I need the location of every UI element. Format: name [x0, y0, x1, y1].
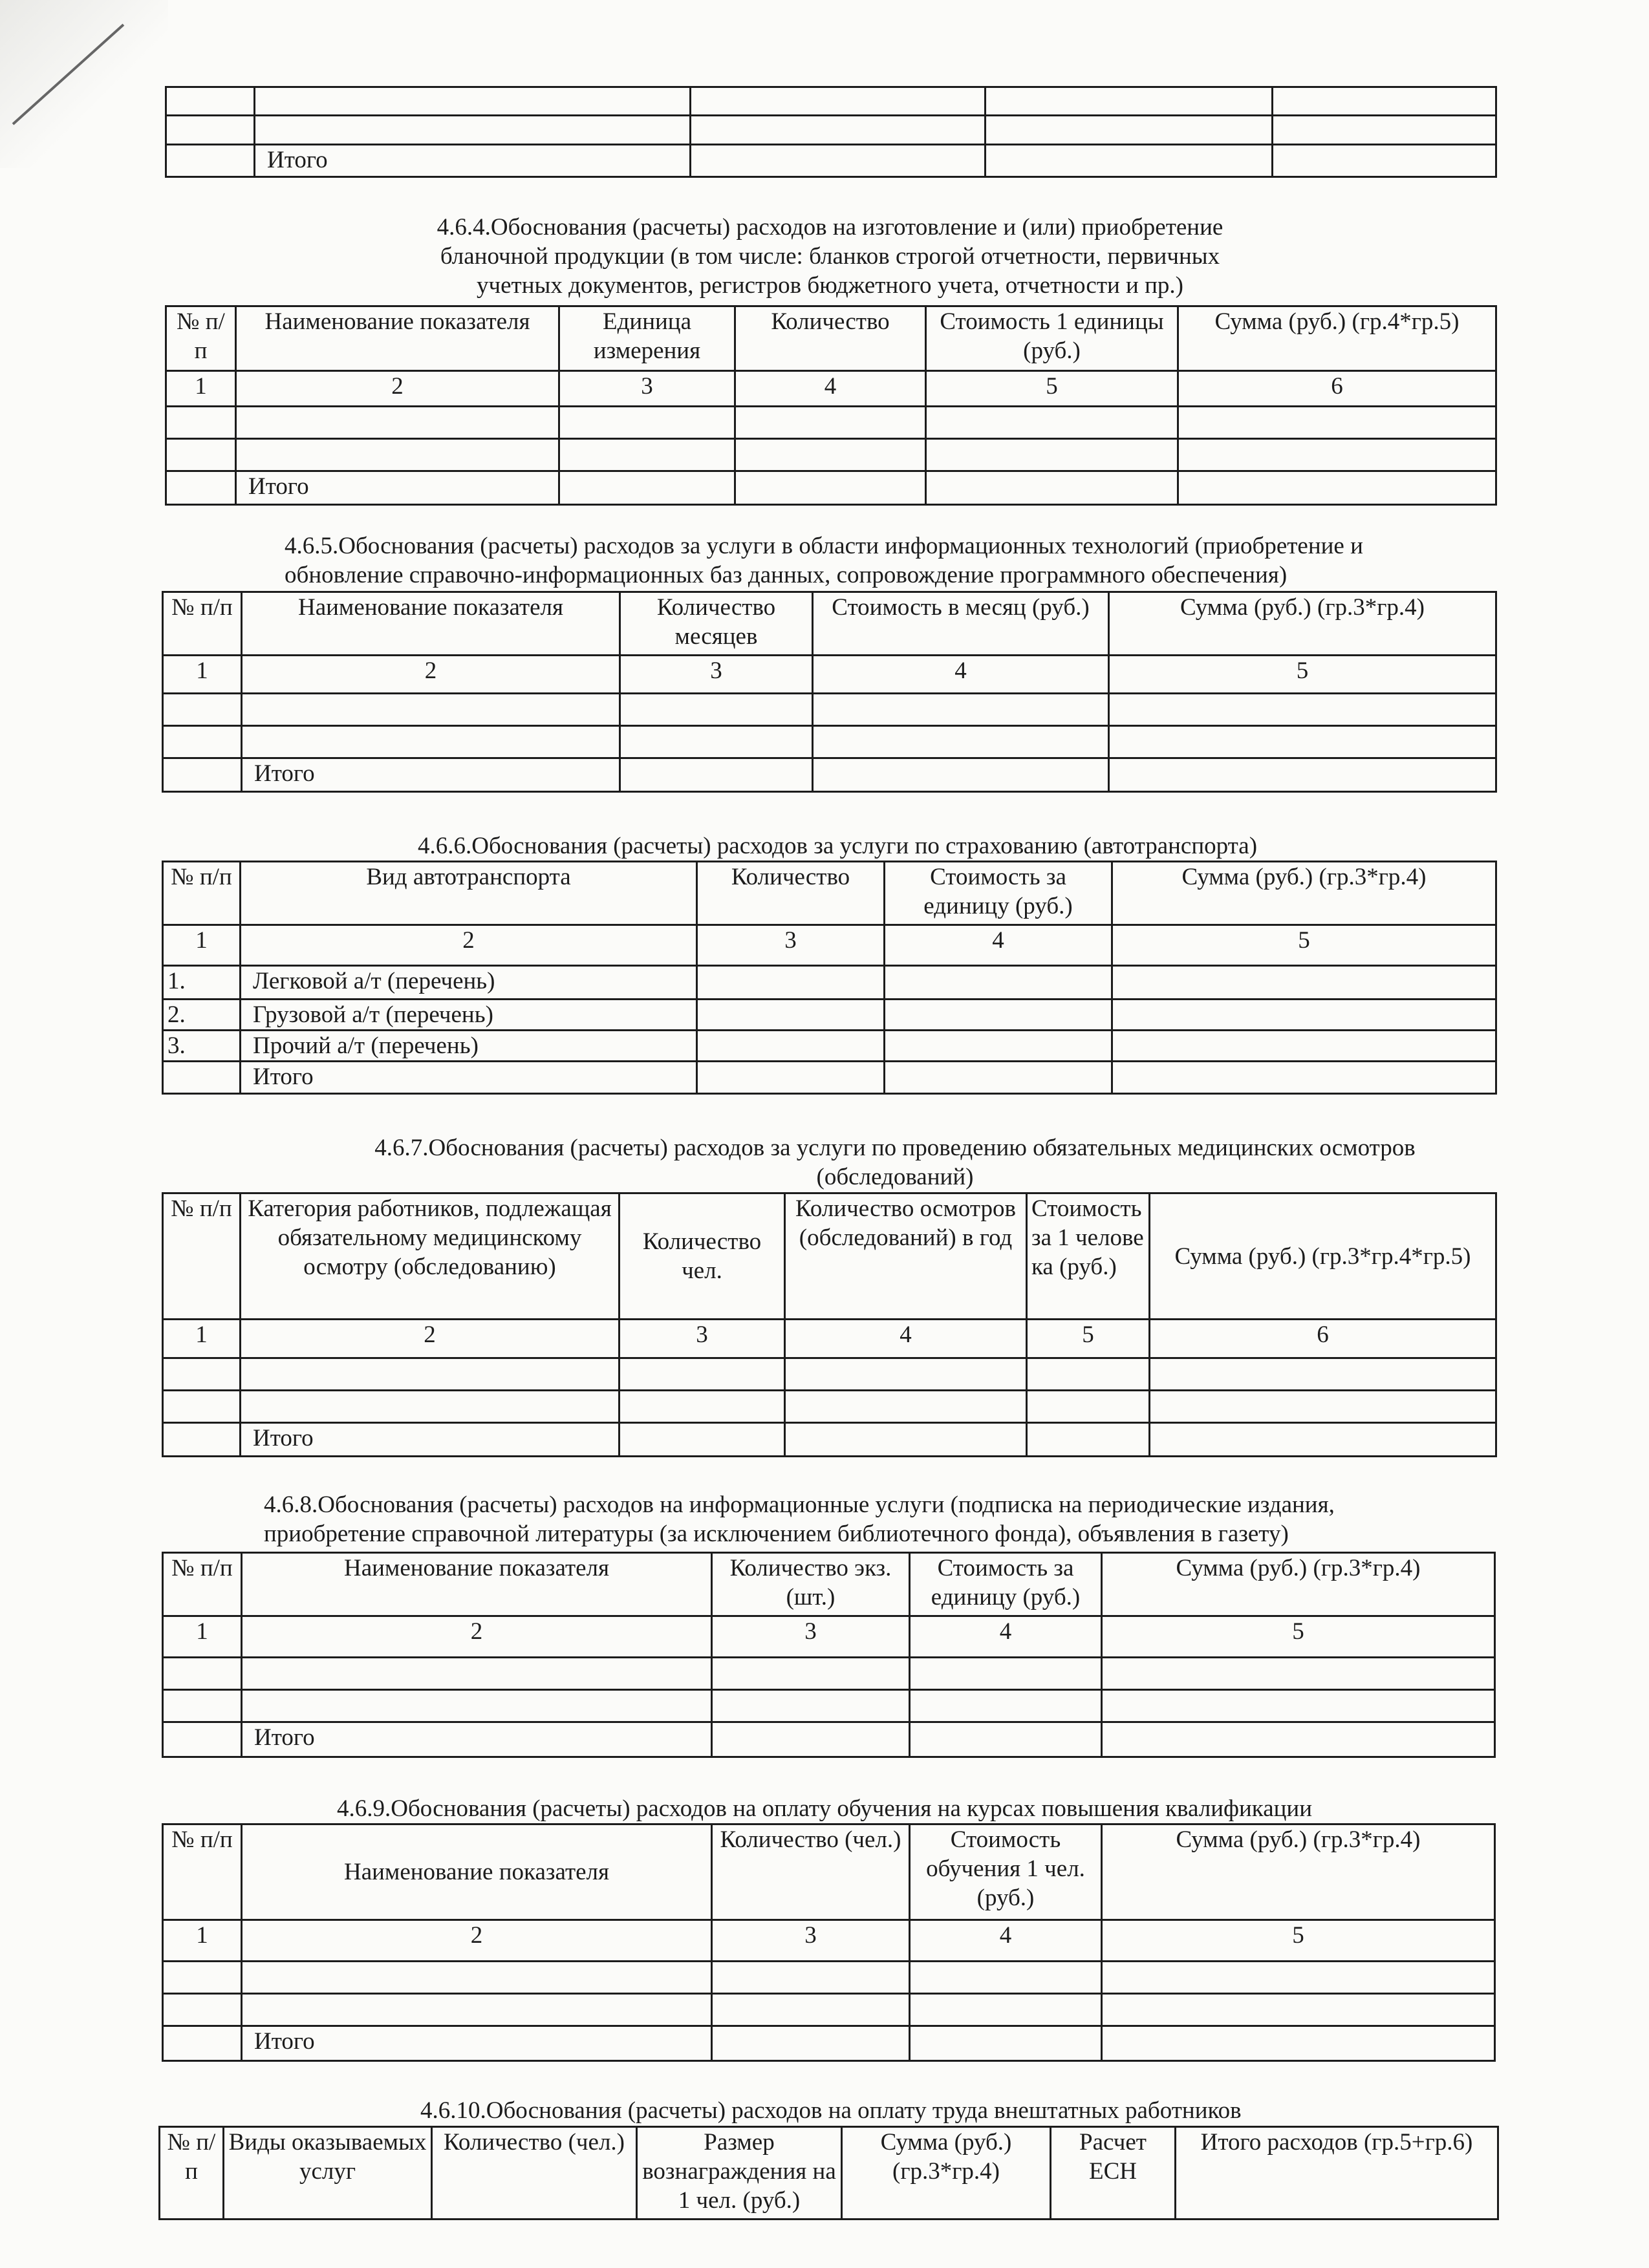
total-label: Итого	[241, 1062, 697, 1094]
table-4-6-5	[162, 591, 1497, 793]
table-row	[163, 1358, 1496, 1391]
vehicle-type: Легковой а/т (перечень)	[241, 966, 697, 1000]
total-label: Итого	[242, 758, 620, 792]
col-number: 1	[163, 925, 241, 966]
col-header: Сумма (руб.) (гр.3*гр.4)	[1109, 592, 1496, 656]
col-header: Количество	[735, 306, 926, 371]
col-header: № п/п	[163, 862, 241, 925]
col-number: 5	[1109, 656, 1496, 694]
table-row	[166, 407, 1496, 439]
col-header: Стоимость 1 единицы (руб.)	[926, 306, 1178, 371]
col-header: № п/п	[166, 306, 236, 371]
col-header: Расчет ЕСН	[1051, 2127, 1176, 2220]
total-label: Итого	[255, 145, 691, 177]
col-header: Наименование показателя	[236, 306, 559, 371]
vehicle-type: Грузовой а/т (перечень)	[241, 1000, 697, 1031]
col-header: Количество месяцев	[620, 592, 813, 656]
table-row	[163, 1962, 1495, 1994]
col-number: 4	[735, 371, 926, 407]
total-label: Итого	[242, 2026, 712, 2061]
col-number: 3	[559, 371, 735, 407]
table-4-6-8	[162, 1552, 1496, 1758]
col-number: 1	[163, 1616, 242, 1658]
col-header: Категория работников, подлежащая обязательному медицинскому осмотру (обследованию)	[241, 1193, 620, 1320]
col-header: Стоимость в месяц (руб.)	[813, 592, 1109, 656]
col-header: Виды оказываемых услуг	[224, 2127, 432, 2220]
table-row	[163, 2026, 1495, 2061]
row-number: 3.	[163, 1031, 241, 1062]
col-number: 2	[241, 1320, 620, 1358]
table-4-6-9	[162, 1823, 1496, 2062]
col-header: Вид автотранспорта	[241, 862, 697, 925]
table-4-6-6	[162, 861, 1497, 1095]
section-4-6-9-title: 4.6.9.Обоснования (расчеты) расходов на оплату обучения на курсах повышения квалификации	[337, 1795, 1313, 1822]
col-header: Наименование показателя	[242, 592, 620, 656]
section-4-6-8-title: 4.6.8.Обоснования (расчеты) расходов на информационные услуги (подписка на периодические издания, приобретение справочной литературы (за исключением библиотечного фонда), объявления в газету)	[264, 1492, 1335, 1547]
table-row	[166, 471, 1496, 505]
row-number: 1.	[163, 966, 241, 1000]
table-row	[163, 726, 1496, 758]
total-label: Итого	[236, 471, 559, 505]
col-number: 5	[1102, 1616, 1495, 1658]
col-header: Стоимость обучения 1 чел. (руб.)	[910, 1824, 1102, 1920]
col-number: 5	[1027, 1320, 1150, 1358]
col-number: 3	[620, 656, 813, 694]
col-header: Размер вознаграждения на 1 чел. (руб.)	[637, 2127, 842, 2220]
col-header: № п/п	[160, 2127, 224, 2220]
col-number: 5	[1102, 1920, 1495, 1962]
table-row	[163, 1690, 1495, 1722]
col-header: № п/п	[163, 592, 242, 656]
table-row	[163, 758, 1496, 792]
table-row	[163, 1031, 1496, 1062]
col-header: Единица измерения	[559, 306, 735, 371]
col-number: 5	[1112, 925, 1496, 966]
col-header: Количество экз. (шт.)	[712, 1553, 910, 1616]
section-4-6-7-title: 4.6.7.Обоснования (расчеты) расходов за услуги по проведению обязательных медицинских осмотров (обследований)	[374, 1135, 1416, 1190]
col-header: № п/п	[163, 1824, 242, 1920]
col-header: Сумма (руб.) (гр.3*гр.4)	[1102, 1553, 1495, 1616]
col-number: 2	[241, 925, 697, 966]
table-row	[163, 1062, 1496, 1094]
col-number: 2	[242, 1616, 712, 1658]
section-4-6-5-title: 4.6.5.Обоснования (расчеты) расходов за услуги в области информационных технологий (приобретение и обновление справочно-информационных баз данных, сопровождение программного обеспечения)	[285, 533, 1363, 588]
col-header: Наименование показателя	[242, 1824, 712, 1920]
col-header: Итого расходов (гр.5+гр.6)	[1176, 2127, 1498, 2220]
table-row	[163, 966, 1496, 1000]
table-row	[163, 1994, 1495, 2026]
col-number: 6	[1150, 1320, 1496, 1358]
section-4-6-10-title: 4.6.10.Обоснования (расчеты) расходов на оплату труда внештатных работников	[420, 2097, 1242, 2124]
col-number: 1	[163, 656, 242, 694]
col-number: 1	[163, 1920, 242, 1962]
col-number: 2	[242, 1920, 712, 1962]
table-4-6-4	[165, 305, 1497, 506]
col-header: Количество (чел.)	[432, 2127, 637, 2220]
row-number: 2.	[163, 1000, 241, 1031]
col-number: 2	[242, 656, 620, 694]
col-number: 4	[885, 925, 1112, 966]
top-table	[165, 86, 1497, 178]
table-row	[163, 1423, 1496, 1457]
col-header: № п/п	[163, 1193, 241, 1320]
col-header: Количество осмотров (обследований) в год	[785, 1193, 1027, 1320]
col-header: Количество чел.	[620, 1193, 785, 1320]
section-4-6-6-title: 4.6.6.Обоснования (расчеты) расходов за услуги по страхованию (автотранспорта)	[418, 833, 1258, 859]
col-header: Стоимость за 1 человека (руб.)	[1027, 1193, 1150, 1320]
table-4-6-7	[162, 1192, 1497, 1457]
total-label: Итого	[241, 1423, 620, 1457]
col-header: Количество	[697, 862, 885, 925]
col-header: Сумма (руб.) (гр.3*гр.4)	[1112, 862, 1496, 925]
section-4-6-4-title: 4.6.4.Обоснования (расчеты) расходов на изготовление и (или) приобретение бланочной продукции (в том числе: бланков строгой отчетности, первичных учетных документов, регистров бюджетного учета, отчетности и пр.)	[436, 214, 1223, 299]
col-header: Сумма (руб.) (гр.4*гр.5)	[1178, 306, 1496, 371]
table-row	[166, 145, 1496, 177]
col-number: 2	[236, 371, 559, 407]
col-number: 5	[926, 371, 1178, 407]
col-number: 3	[697, 925, 885, 966]
col-number: 3	[712, 1920, 910, 1962]
col-header: Стоимость за единицу (руб.)	[885, 862, 1112, 925]
col-header: Стоимость за единицу (руб.)	[910, 1553, 1102, 1616]
col-number: 6	[1178, 371, 1496, 407]
col-number: 3	[712, 1616, 910, 1658]
col-header: № п/п	[163, 1553, 242, 1616]
col-header: Количество (чел.)	[712, 1824, 910, 1920]
table-row	[163, 1658, 1495, 1690]
col-number: 1	[166, 371, 236, 407]
vehicle-type: Прочий а/т (перечень)	[241, 1031, 697, 1062]
table-row	[166, 439, 1496, 471]
table-row	[163, 1391, 1496, 1423]
col-header: Наименование показателя	[242, 1553, 712, 1616]
col-header: Сумма (руб.) (гр.3*гр.4*гр.5)	[1150, 1193, 1496, 1320]
total-label: Итого	[242, 1722, 712, 1757]
col-header: Сумма (руб.) (гр.3*гр.4)	[842, 2127, 1051, 2220]
table-row	[163, 1722, 1495, 1757]
col-number: 3	[620, 1320, 785, 1358]
page-fold-corner	[0, 0, 168, 168]
col-header: Сумма (руб.) (гр.3*гр.4)	[1102, 1824, 1495, 1920]
col-number: 4	[910, 1920, 1102, 1962]
col-number: 1	[163, 1320, 241, 1358]
table-4-6-10	[158, 2126, 1499, 2220]
col-number: 4	[785, 1320, 1027, 1358]
table-row	[163, 1000, 1496, 1031]
col-number: 4	[813, 656, 1109, 694]
col-number: 4	[910, 1616, 1102, 1658]
table-row	[163, 694, 1496, 726]
